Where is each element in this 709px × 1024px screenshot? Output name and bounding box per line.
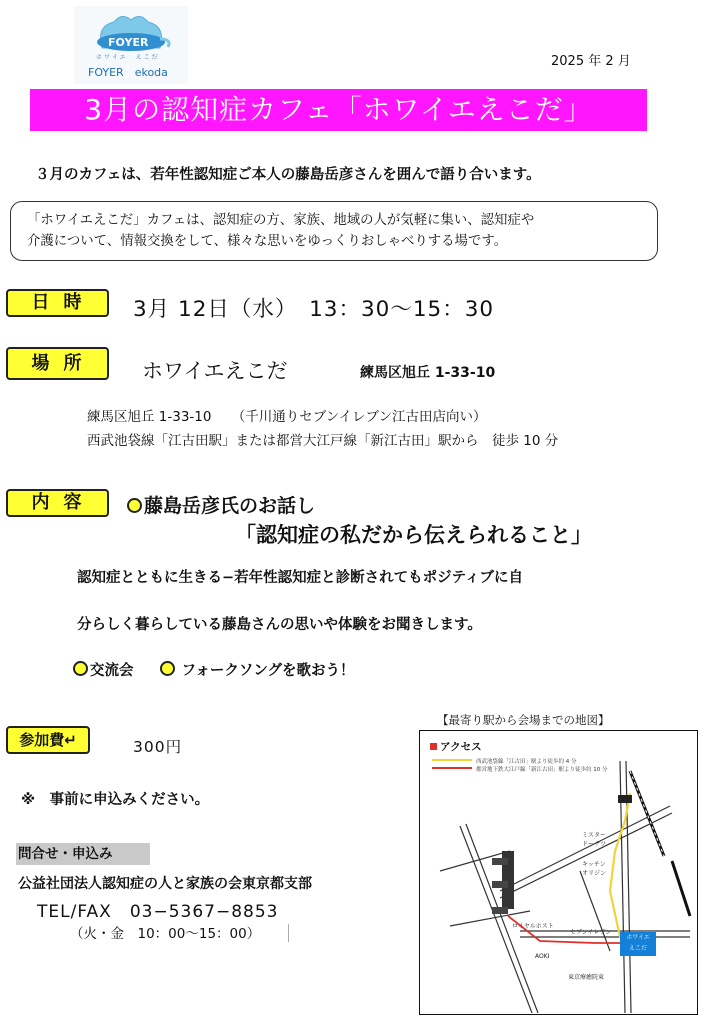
talk-title-text: 藤島岳彦氏のお話し xyxy=(144,495,316,517)
event-datetime: 3月 12日（水） 13：30〜15：30 xyxy=(133,297,495,322)
contact-heading: 問合せ・申込み xyxy=(16,843,150,865)
registration-note: ※ 事前に申込みください。 xyxy=(21,792,210,808)
intro-line-2: 介護について、情報交換をして、様々な思いをゆっくりおしゃべりする場です。 xyxy=(27,234,508,249)
bullet-circle-icon xyxy=(127,498,142,513)
route-yellow xyxy=(610,793,630,943)
logo-name: FOYER xyxy=(108,36,149,49)
date-tag: 日時 xyxy=(6,289,109,317)
bullet-circle-icon xyxy=(73,661,88,676)
map-label-kitchen-origin: キッチン オリジン xyxy=(582,861,606,877)
map-access-title xyxy=(430,739,482,754)
lead-text: ３月のカフェは、若年性認知症ご本人の藤島岳彦さんを囲んで語り合います。 xyxy=(35,167,541,183)
map-destination-marker: ホワイエ えこだ xyxy=(620,932,656,956)
logo-text: FOYER ekoda xyxy=(88,66,168,79)
map-route-2: 都営地下鉄大江戸線「新江古田」駅より徒歩約 10 分 xyxy=(476,767,608,773)
talk-description-line-2: 分らしく暮らしている藤島さんの思いや体験をお聞きします。 xyxy=(77,617,482,633)
talk-subtitle: 「認知症の私だから伝えられること」 xyxy=(235,523,592,547)
access-map xyxy=(419,730,698,1015)
foyer-logo xyxy=(74,6,188,84)
fee-tag: 参加費↵ xyxy=(6,726,90,754)
venue-address: 練馬区旭丘 1-33-10 （千川通りセブンイレブン江古田店向い） xyxy=(87,409,487,425)
map-label-mister-donut: ミスター ドーナツ xyxy=(582,832,607,848)
extra-activities xyxy=(73,659,355,680)
map-label-royal-host: ロイヤルホスト xyxy=(512,923,554,930)
map-label-seven-eleven: セブンイレブン xyxy=(570,929,612,936)
map-label-aoki: AOKI xyxy=(535,953,550,960)
map-route-1: 西武池袋線「江古田」駅より徒歩約 4 分 xyxy=(476,759,577,765)
contact-hours xyxy=(70,922,289,942)
divider xyxy=(288,924,289,942)
fee-value: 300円 xyxy=(133,738,183,756)
extra-exchange: 交流会 xyxy=(90,663,134,679)
issue-date: 2025 年 2 月 xyxy=(551,54,631,69)
content-tag: 内容 xyxy=(6,489,109,517)
talk-title xyxy=(127,491,315,518)
venue-address-short: 練馬区旭丘 1-33-10 xyxy=(360,365,496,381)
talk-description-line-1: 認知症とともに生きる−若年性認知症と診断されてもポジティブに自 xyxy=(77,570,523,586)
page-title: 3月の認知症カフェ「ホワイエえこだ」 xyxy=(30,89,647,131)
place-tag: 場所 xyxy=(6,347,109,380)
bullet-circle-icon xyxy=(160,661,175,676)
map-label-hospital: 東京療癒院東 xyxy=(568,974,605,981)
venue-name: ホワイエえこだ xyxy=(142,359,288,383)
extra-folk-song: フォークソングを歌おう！ xyxy=(181,663,355,679)
intro-box xyxy=(10,201,658,261)
logo-kana: ホワイエ えこだ xyxy=(96,54,160,61)
contact-organization: 公益社団法人認知症の人と家族の会東京都支部 xyxy=(18,876,312,892)
venue-access: 西武池袋線「江古田駅」または都営大江戸線「新江古田」駅から 徒歩 10 分 xyxy=(87,433,559,449)
map-caption: 【最寄り駅から会場までの地図】 xyxy=(437,713,610,727)
map-access-label: アクセス xyxy=(440,741,482,753)
contact-tel[interactable]: TEL/FAX 03−5367−8853 xyxy=(37,902,279,922)
square-icon xyxy=(430,743,437,750)
map-roads xyxy=(420,731,696,1013)
contact-hours-text: （火・金 10：00〜15：00） xyxy=(70,926,261,942)
intro-line-1: 「ホワイエえこだ」カフェは、認知症の方、家族、地域の人が気軽に集い、認知症や xyxy=(27,213,535,228)
